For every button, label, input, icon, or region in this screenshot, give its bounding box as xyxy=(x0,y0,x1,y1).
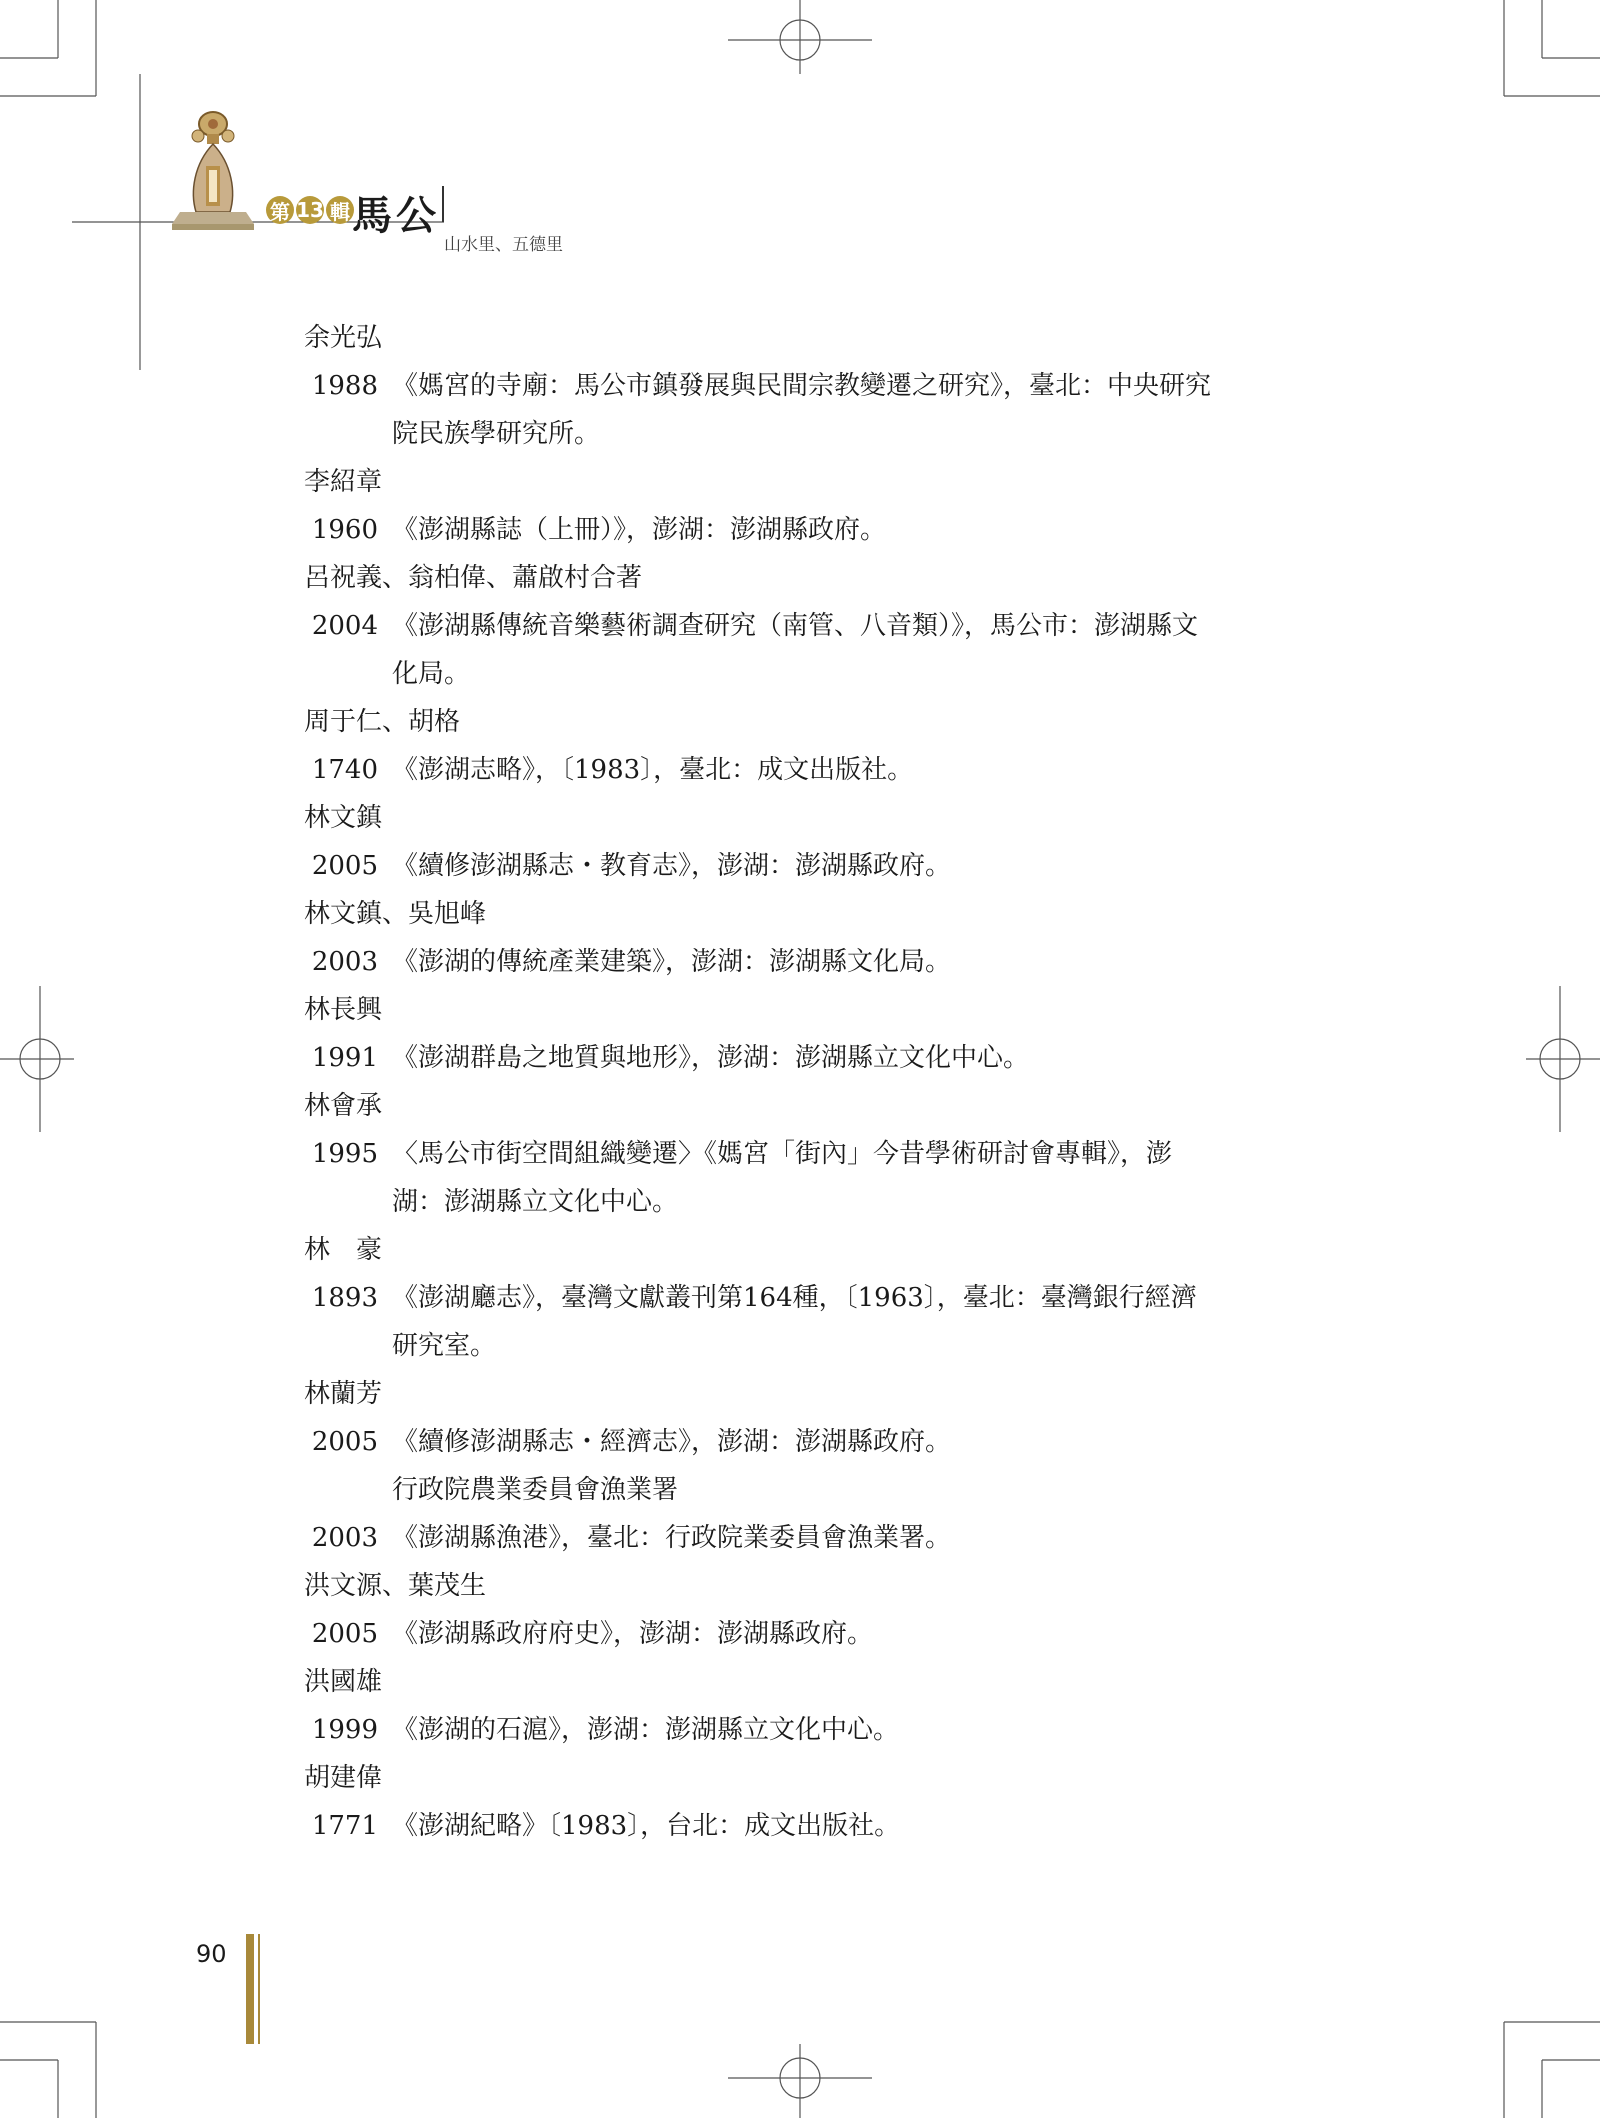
entry-year: 1999 xyxy=(311,1715,378,1745)
entry-indent xyxy=(304,1322,392,1370)
entry-indent xyxy=(304,410,392,458)
entry-indent xyxy=(304,1178,392,1226)
entry-line xyxy=(304,650,1364,698)
entry-line xyxy=(304,1418,1364,1466)
entry-line xyxy=(304,1034,1364,1082)
entry-line xyxy=(304,1322,1364,1370)
entry-line xyxy=(304,746,1364,794)
volume-number: 13 xyxy=(296,198,324,222)
bibliography-entry xyxy=(304,1082,1364,1226)
bibliography-entry xyxy=(304,698,1364,794)
bibliography-entry xyxy=(304,1226,1364,1370)
temple-emblem-icon xyxy=(172,108,254,230)
entry-author: 周于仁、胡格 xyxy=(304,707,461,737)
chapter-subtitle: 山水里、五德里 xyxy=(444,235,563,255)
entry-indent xyxy=(304,1466,392,1514)
entry-year: 1740 xyxy=(311,755,378,785)
entry-citation: 院民族學研究所。 xyxy=(392,419,601,449)
entry-citation: 《澎湖志略》，〔1983〕，臺北：成文出版社。 xyxy=(392,755,914,785)
entry-citation: 《澎湖縣傳統音樂藝術調查研究（南管、八音類）》，馬公市：澎湖縣文 xyxy=(392,611,1199,641)
entry-citation: 《續修澎湖縣志・經濟志》，澎湖：澎湖縣政府。 xyxy=(392,1427,952,1457)
entry-citation: 化局。 xyxy=(392,659,471,689)
entry-author: 林 豪 xyxy=(304,1235,383,1265)
bibliography-entry xyxy=(304,458,1364,554)
entry-line xyxy=(304,1706,1364,1754)
entry-line xyxy=(304,602,1364,650)
entry-year: 1991 xyxy=(311,1043,378,1073)
entry-year: 2003 xyxy=(311,1523,378,1553)
entry-author: 林文鎮 xyxy=(304,803,383,833)
entry-year: 1995 xyxy=(311,1139,378,1169)
entry-year: 1988 xyxy=(311,371,378,401)
bibliography-entry xyxy=(304,554,1364,698)
bibliography-entry xyxy=(304,1562,1364,1658)
entry-citation: 《媽宮的寺廟：馬公市鎮發展與民間宗教變遷之研究》，臺北：中央研究 xyxy=(392,371,1212,401)
volume-suffix: 輯 xyxy=(326,196,354,224)
entry-year: 2005 xyxy=(311,1619,378,1649)
entry-author: 林會承 xyxy=(304,1091,383,1121)
entry-citation: 《澎湖縣漁港》，臺北：行政院業委員會漁業署。 xyxy=(392,1523,952,1553)
footer-accent-bar xyxy=(246,1934,254,2044)
bibliography-entry xyxy=(304,1754,1364,1850)
entry-line xyxy=(304,410,1364,458)
entry-citation: 《澎湖的傳統產業建築》，澎湖：澎湖縣文化局。 xyxy=(392,947,952,977)
entry-citation: 湖：澎湖縣立文化中心。 xyxy=(392,1187,679,1217)
entry-author: 林長興 xyxy=(304,995,383,1025)
bibliography-entry xyxy=(304,986,1364,1082)
entry-author: 洪文源、葉茂生 xyxy=(304,1571,487,1601)
book-title: 馬公 xyxy=(352,192,440,239)
entry-indent xyxy=(304,650,392,698)
entry-author: 余光弘 xyxy=(304,323,383,353)
entry-citation: 〈馬公市街空間組織變遷〉《媽宮「街內」今昔學術研討會專輯》，澎 xyxy=(392,1139,1173,1169)
entry-citation: 《澎湖的石滬》，澎湖：澎湖縣立文化中心。 xyxy=(392,1715,900,1745)
entry-year: 1893 xyxy=(311,1283,378,1313)
entry-line xyxy=(304,362,1364,410)
footer-accent-line xyxy=(258,1934,260,2044)
entry-year: 2003 xyxy=(311,947,378,977)
entry-citation: 《澎湖縣政府府史》，澎湖：澎湖縣政府。 xyxy=(392,1619,874,1649)
entry-citation: 《澎湖縣誌（上冊）》，澎湖：澎湖縣政府。 xyxy=(392,515,887,545)
bibliography-entry xyxy=(304,890,1364,986)
entry-citation: 行政院農業委員會漁業署 xyxy=(392,1475,679,1505)
entry-line xyxy=(304,1130,1364,1178)
entry-year: 2004 xyxy=(311,611,378,641)
volume-prefix: 第 xyxy=(266,196,294,224)
entry-author: 洪國雄 xyxy=(304,1667,383,1697)
entry-line xyxy=(304,1178,1364,1226)
entry-citation: 《澎湖紀略》〔1983〕，台北：成文出版社。 xyxy=(392,1811,901,1841)
entry-line xyxy=(304,506,1364,554)
page-number: 90 xyxy=(196,1940,227,1968)
entry-year: 2005 xyxy=(311,851,378,881)
entry-line xyxy=(304,842,1364,890)
entry-author: 李紹章 xyxy=(304,467,383,497)
entry-year: 1771 xyxy=(311,1811,378,1841)
entry-citation: 《澎湖群島之地質與地形》，澎湖：澎湖縣立文化中心。 xyxy=(392,1043,1030,1073)
entry-line xyxy=(304,1802,1364,1850)
entry-citation: 研究室。 xyxy=(392,1331,497,1361)
entry-line xyxy=(304,938,1364,986)
entry-year: 1960 xyxy=(311,515,378,545)
entry-author: 林蘭芳 xyxy=(304,1379,383,1409)
title-divider xyxy=(442,186,444,222)
bibliography-entry xyxy=(304,794,1364,890)
entry-year: 2005 xyxy=(311,1427,378,1457)
bibliography-entry xyxy=(304,1370,1364,1562)
entry-line xyxy=(304,1610,1364,1658)
entry-author: 胡建偉 xyxy=(304,1763,383,1793)
entry-line xyxy=(304,1274,1364,1322)
entry-author: 林文鎮、吳旭峰 xyxy=(304,899,487,929)
entry-author: 呂祝義、翁柏偉、蕭啟村合著 xyxy=(304,563,643,593)
entry-line xyxy=(304,1514,1364,1562)
entry-citation: 《澎湖廳志》，臺灣文獻叢刊第164種，〔1963〕，臺北：臺灣銀行經濟 xyxy=(392,1283,1197,1313)
volume-badge xyxy=(266,196,356,224)
entry-citation: 《續修澎湖縣志・教育志》，澎湖：澎湖縣政府。 xyxy=(392,851,952,881)
bibliography-entry xyxy=(304,314,1364,458)
entry-line xyxy=(304,1466,1364,1514)
bibliography-entry xyxy=(304,1658,1364,1754)
bibliography-list xyxy=(304,314,1364,1850)
